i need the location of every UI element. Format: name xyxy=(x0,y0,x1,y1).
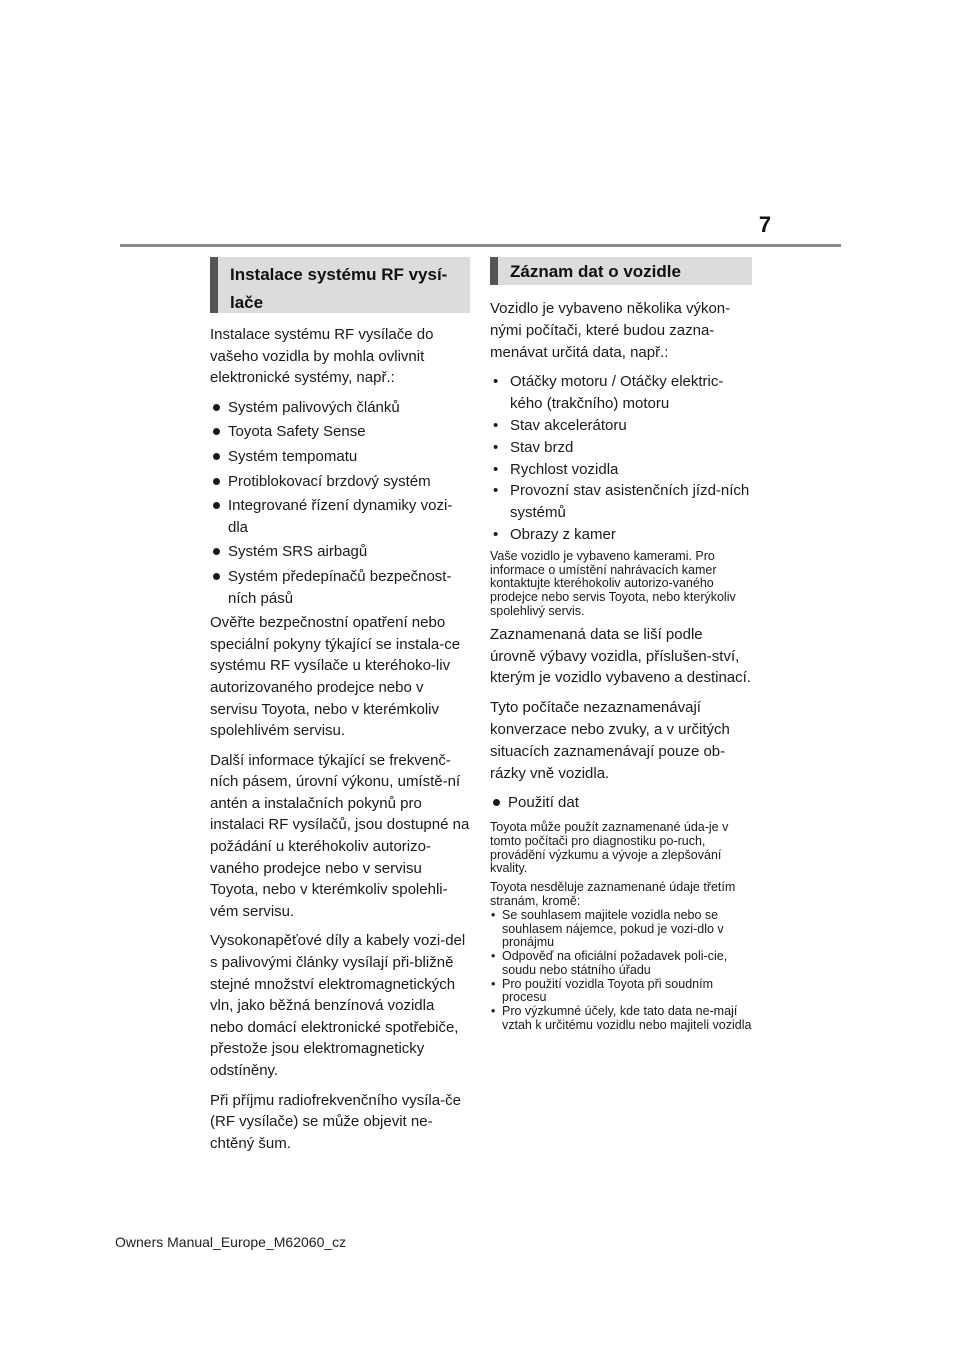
recorded-data-list xyxy=(490,371,752,545)
list-item: Systém tempomatu xyxy=(210,446,470,468)
data-intro: Vozidlo je vybaveno několika výkon-nými počítači, které budou zazna-menávat určitá data, např.: xyxy=(490,300,731,361)
rf-paragraph: Při příjmu radiofrekvenčního vysíla-če (RF vysílače) se může objevit ne-chtěný šum. xyxy=(210,1091,461,1152)
list-item: • Se souhlasem majitele vozidla nebo se souhlasem nájemce, pokud je vozi-dlo v pronájmu xyxy=(490,909,752,950)
usage-heading: Použití dat xyxy=(490,792,752,814)
camera-note: Vaše vozidlo je vybaveno kamerami. Pro informace o umístění nahrávacích kamer kontaktujte kteréhokoliv autorizo-vaného prodejce nebo servis Toyota, nebo kterýkoliv spolehlivý servis. xyxy=(490,548,736,618)
disclosure-intro: Toyota nesděluje zaznamenané údaje třetím stranám, kromě: xyxy=(490,880,736,908)
list-item: • Rychlost vozidla xyxy=(490,459,752,481)
disclosure-exceptions-list xyxy=(490,909,752,1033)
list-item: • Provozní stav asistenčních jízd-ních systémů xyxy=(490,480,752,524)
usage-heading-list xyxy=(490,792,752,814)
list-item: • Pro použití vozidla Toyota při soudním procesu xyxy=(490,978,752,1006)
rf-paragraph: Další informace týkající se frekvenč-ních pásem, úrovní výkonu, umístě-ní antén a instalačních pokynů pro instalaci RF vysílačů, jsou dostupné na požádání u kteréhokoliv autorizo-vaného prodejce nebo v servisu Toyota, nebo v kterémkoliv spolehli-vém servisu. xyxy=(210,751,470,920)
usage-note: Toyota může použít zaznamenané úda-je v tomto počítači pro diagnostiku po-ruch, provádění výzkumu a vývoje a zlepšování kvality. xyxy=(490,819,729,876)
list-item: Systém palivových článků xyxy=(210,397,470,419)
affected-systems-list xyxy=(210,397,470,609)
rf-intro: Instalace systému RF vysílače do vašeho vozidla by mohla ovlivnit elektronické systémy, např.: xyxy=(210,326,434,387)
list-item: • Otáčky motoru / Otáčky elektric-kého (trakčního) motoru xyxy=(490,371,752,415)
list-item: Systém předepínačů bezpečnost-ních pásů xyxy=(210,566,470,609)
list-item: • Stav brzd xyxy=(490,437,752,459)
list-item: • Stav akcelerátoru xyxy=(490,415,752,437)
section-heading-data-recording: Záznam dat o vozidle xyxy=(490,257,752,285)
left-column xyxy=(210,257,470,1162)
rf-paragraph: Vysokonapěťové díly a kabely vozi-del s palivovými články vysílají při-bližně stejné množství elektromagnetických vln, jako běžná benzínová vozidla nebo domácí elektronické spotřebiče, přestože jsou elektromagneticky odstíněny. xyxy=(210,932,466,1079)
list-item: Systém SRS airbagů xyxy=(210,541,470,563)
page-number: 7 xyxy=(758,212,772,237)
data-paragraph: Zaznamenaná data se liší podle úrovně výbavy vozidla, příslušen-ství, kterým je vozidlo vybaveno a destinací. xyxy=(490,625,751,687)
rf-paragraph: Ověřte bezpečnostní opatření nebo speciální pokyny týkající se instala-ce systému RF vysílače u kteréhoko-liv autorizovaného prodejce nebo v servisu Toyota, nebo v kterémkoliv spolehlivém servisu. xyxy=(210,614,461,740)
footer-manual-id: Owners Manual_Europe_M62060_cz xyxy=(115,1234,347,1250)
list-item: Protiblokovací brzdový systém xyxy=(210,471,470,493)
right-column xyxy=(490,257,752,1033)
list-item: Integrované řízení dynamiky vozi-dla xyxy=(210,495,470,538)
list-item: • Pro výzkumné účely, kde tato data ne-mají vztah k určitému vozidlu nebo majiteli vozidla xyxy=(490,1005,752,1033)
header-rule xyxy=(120,244,841,247)
data-paragraph: Tyto počítače nezaznamenávají konverzace nebo zvuky, a v určitých situacích zaznamenávají pouze ob-rázky vně vozidla. xyxy=(490,699,730,782)
list-item: • Obrazy z kamer xyxy=(490,524,752,546)
section-heading-rf-transmitter: Instalace systému RF vysí-lače xyxy=(210,257,470,313)
list-item: • Odpověď na oficiální požadavek poli-cie, soudu nebo státního úřadu xyxy=(490,950,752,978)
list-item: Toyota Safety Sense xyxy=(210,421,470,443)
